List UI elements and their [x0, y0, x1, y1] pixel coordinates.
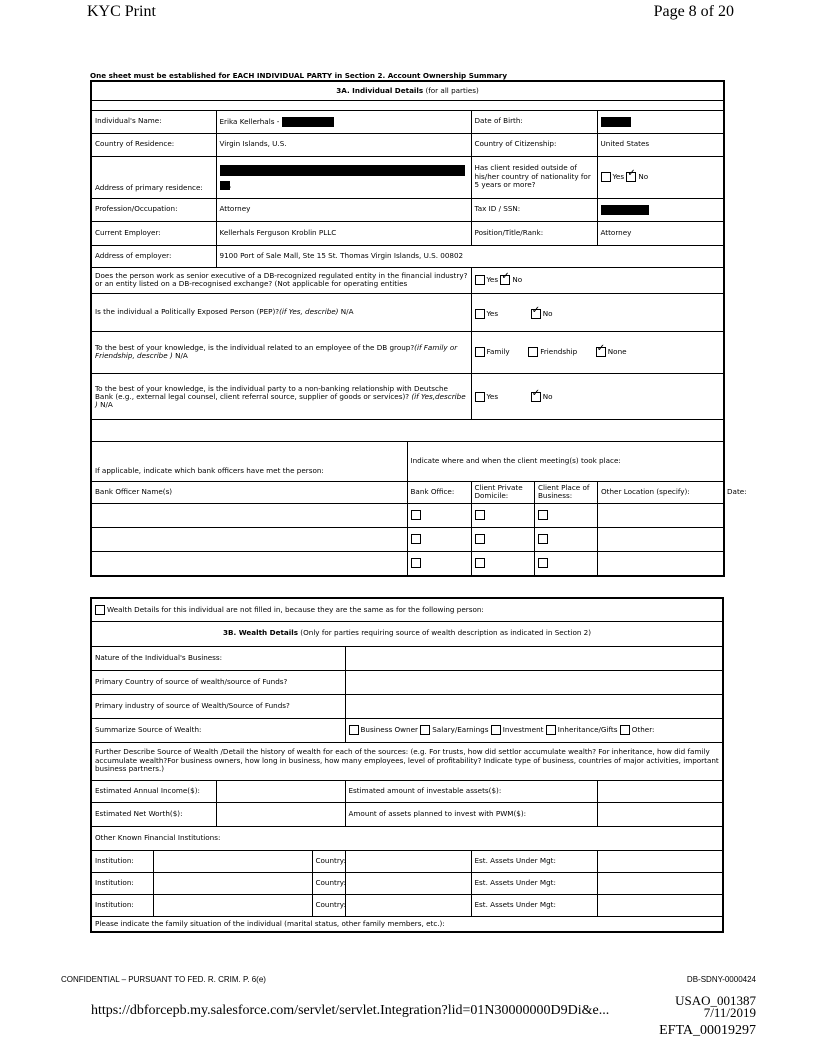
country-label-small: Country:: [312, 894, 345, 916]
bank-office-checkbox[interactable]: [411, 510, 421, 520]
wealth-details-table: [90, 597, 724, 933]
footer-url[interactable]: https://dbforcepb.my.salesforce.com/servlet/servlet.Integration?lid=01N30000000D9Di&e...: [91, 1003, 610, 1018]
pep-question: Is the individual a Politically Exposed Person (PEP)?: [95, 306, 280, 316]
nonbank-yes-checkbox[interactable]: [475, 392, 485, 402]
est-assets-label: Est. Assets Under Mgt:: [471, 872, 597, 894]
related-answer: N/A: [175, 351, 188, 360]
summarize-label: Summarize Source of Wealth:: [91, 718, 345, 742]
salary-checkbox[interactable]: [420, 725, 430, 735]
investment-checkbox[interactable]: [491, 725, 501, 735]
address-suffix: .: [229, 180, 232, 189]
income-value[interactable]: [216, 780, 345, 802]
senior-yes-checkbox[interactable]: [475, 275, 485, 285]
col-other: Other Location (specify):: [598, 482, 724, 503]
other-location-cell[interactable]: [598, 528, 724, 551]
est-assets-value[interactable]: [597, 872, 723, 894]
employer-address-label: Address of employer:: [91, 245, 216, 267]
friendship-checkbox[interactable]: [528, 347, 538, 357]
employer-label: Current Employer:: [91, 221, 216, 245]
senior-no-checkbox[interactable]: [500, 275, 510, 285]
pwm-value[interactable]: [597, 802, 723, 826]
business-checkbox[interactable]: [538, 534, 548, 544]
same-as-checkbox[interactable]: [95, 605, 105, 615]
instruction-note: One sheet must be established for EACH INDIVIDUAL PARTY in Section 2. Account Ownership Summary: [90, 71, 508, 80]
country-label: Primary Country of source of wealth/source of Funds?: [91, 670, 345, 694]
name-value: Erika Kellerhals -: [219, 116, 280, 126]
officers-question: If applicable, indicate which bank officers have met the person:: [91, 441, 407, 481]
investable-value[interactable]: [597, 780, 723, 802]
networth-value[interactable]: [216, 802, 345, 826]
related-answer-cell: [471, 331, 724, 373]
officer-row: [91, 551, 724, 576]
citizenship-label: Country of Citizenship:: [471, 133, 597, 156]
residence-label: Country of Residence:: [91, 133, 216, 156]
efta-number: EFTA_00019297: [659, 1023, 756, 1038]
dob-cell: [597, 110, 724, 133]
yes-label: Yes: [486, 391, 499, 401]
position-label: Position/Title/Rank:: [471, 221, 597, 245]
profession-label: Profession/Occupation:: [91, 198, 216, 221]
pwm-label: Amount of assets planned to invest with PWM($):: [345, 802, 597, 826]
bates-number: DB-SDNY-0000424: [686, 975, 756, 984]
bank-office-checkbox[interactable]: [411, 534, 421, 544]
est-assets-value[interactable]: [597, 850, 723, 872]
taxid-label: Tax ID / SSN:: [471, 198, 597, 221]
yes-label: Yes: [612, 172, 625, 181]
networth-label: Estimated Net Worth($):: [91, 802, 216, 826]
senior-answer: [471, 267, 724, 293]
nature-value[interactable]: [345, 646, 723, 670]
institution-country-value[interactable]: [345, 894, 471, 916]
section-3a-subtitle: (for all parties): [425, 85, 479, 95]
pep-yes-checkbox[interactable]: [475, 309, 485, 319]
no-label: No: [542, 308, 553, 318]
inheritance-label: Inheritance/Gifts: [557, 725, 618, 734]
resided-yes-checkbox[interactable]: [601, 172, 611, 182]
section-3a-title: 3A. Individual Details: [336, 85, 424, 95]
page-number: Page 8 of 20: [653, 3, 734, 20]
related-question-cell: [91, 331, 471, 373]
spacer-row: [91, 419, 724, 441]
institution-value[interactable]: [153, 872, 312, 894]
individual-details-table: [90, 80, 747, 577]
income-label: Estimated Annual Income($):: [91, 780, 216, 802]
business-checkbox[interactable]: [538, 558, 548, 568]
section-3b-subtitle: (Only for parties requiring source of wealth description as indicated in Section 2): [300, 628, 592, 638]
pep-hint: (if Yes, describe): [279, 306, 339, 316]
describe-text: Further Describe Source of Wealth /Detail the history of wealth for each of the sources: (e.g. For trusts, how did settlor accumulate wealth? For inheritance, how did family accumulate wealth?For business owners, how long in business, how many employees, level of profitability? Indicate type of business, countries of major activities, important business partners.): [91, 742, 723, 780]
spacer-row: [91, 100, 724, 110]
col-date: Date:: [724, 482, 787, 503]
address-label: Address of primary residence:: [91, 156, 216, 198]
pep-no-checkbox[interactable]: [531, 309, 541, 319]
investment-label: Investment: [502, 725, 544, 734]
no-label: No: [542, 391, 553, 401]
print-date: 7/11/2019: [703, 1005, 756, 1020]
employer-value: Kellerhals Ferguson Kroblin PLLC: [216, 221, 471, 245]
section-3a-form: [90, 80, 747, 577]
section-3b-title: 3B. Wealth Details: [223, 628, 298, 638]
name-cell: [216, 110, 471, 133]
investable-label: Estimated amount of investable assets($):: [345, 780, 597, 802]
employer-address-value: 9100 Port of Sale Mall, Ste 15 St. Thomas Virgin Islands, U.S. 00802: [216, 245, 724, 267]
country-label-small: Country:: [312, 850, 345, 872]
institution-value[interactable]: [153, 850, 312, 872]
other-location-cell[interactable]: [598, 552, 724, 575]
family-situation-text: Please indicate the family situation of the individual (marital status, other family members, etc.):: [91, 916, 723, 932]
col-business: Client Place of Business:: [535, 482, 598, 503]
summarize-options: [345, 718, 723, 742]
col-officer: Bank Officer Name(s): [91, 481, 407, 503]
citizenship-value: United States: [597, 133, 724, 156]
confidential-notice: CONFIDENTIAL – PURSUANT TO FED. R. CRIM. P. 6(e): [61, 975, 266, 984]
nonbank-question: To the best of your knowledge, is the individual party to a non-banking relationship with Deutsche Bank (e.g., external legal counsel, client referral source, supplier of goods or services)?: [95, 383, 448, 401]
residence-value: Virgin Islands, U.S.: [216, 133, 471, 156]
section-3a-title-cell: [91, 81, 724, 100]
inheritance-checkbox[interactable]: [546, 725, 556, 735]
page-header-title: KYC Print: [87, 3, 156, 20]
redaction-bar: [601, 205, 649, 215]
nonbank-question-cell: [91, 373, 471, 419]
industry-value[interactable]: [345, 694, 723, 718]
nonbank-answer-cell: [471, 373, 724, 419]
col-domicile: Client Private Domicile:: [472, 482, 535, 503]
other-location-cell[interactable]: [598, 504, 724, 527]
other-checkbox[interactable]: [620, 725, 630, 735]
business-checkbox[interactable]: [538, 510, 548, 520]
est-assets-label: Est. Assets Under Mgt:: [471, 850, 597, 872]
officer-row: [91, 503, 724, 527]
officer-name-cell[interactable]: [91, 503, 407, 527]
redaction-bar: [220, 181, 230, 190]
nonbank-answer: N/A: [100, 400, 113, 410]
officer-name-cell[interactable]: [91, 551, 407, 576]
dob-label: Date of Birth:: [471, 110, 597, 133]
resided-no-checkbox[interactable]: [626, 172, 636, 182]
other-inst-label: Other Known Financial Institutions:: [91, 826, 723, 850]
related-question: To the best of your knowledge, is the individual related to an employee of the DB group?: [95, 342, 415, 352]
same-as-text: Wealth Details for this individual are not filled in, because they are the same as for the following person:: [107, 604, 484, 614]
est-assets-value[interactable]: [597, 894, 723, 916]
family-checkbox[interactable]: [475, 347, 485, 357]
yes-label: Yes: [486, 308, 499, 318]
domicile-checkbox[interactable]: [475, 510, 485, 520]
business-owner-label: Business Owner: [360, 725, 418, 734]
institution-country-value[interactable]: [345, 872, 471, 894]
date-cell[interactable]: [724, 504, 787, 527]
address-cell: [216, 156, 471, 198]
business-owner-checkbox[interactable]: [349, 725, 359, 735]
profession-value: Attorney: [216, 198, 471, 221]
institution-row: [91, 850, 723, 872]
domicile-checkbox[interactable]: [475, 534, 485, 544]
same-as-row: [91, 598, 723, 621]
institution-label: Institution:: [91, 850, 153, 872]
nature-label: Nature of the Individual's Business:: [91, 646, 345, 670]
no-label: No: [638, 172, 649, 181]
friendship-label: Friendship: [540, 347, 578, 356]
meeting-question: Indicate where and when the client meeting(s) took place:: [407, 441, 724, 481]
institution-label: Institution:: [91, 872, 153, 894]
section-3b-title-cell: [91, 621, 723, 646]
name-label: Individual's Name:: [91, 110, 216, 133]
officer-row: [91, 527, 724, 551]
redaction-bar: [282, 117, 334, 127]
institution-country-value[interactable]: [345, 850, 471, 872]
related-hint: (if Family or Friendship, describe ): [95, 342, 458, 360]
country-label-small: Country:: [312, 872, 345, 894]
institution-row: [91, 894, 723, 916]
resided-answer: [597, 156, 724, 198]
family-label: Family: [486, 347, 510, 356]
date-cell[interactable]: [724, 528, 787, 551]
other-label: Other:: [631, 725, 655, 734]
senior-question: Does the person work as senior executive of a DB-recognized regulated entity in the financial industry? or an entity listed on a DB-recognised exchange? (Not applicable for operating entities: [91, 267, 471, 293]
industry-label: Primary industry of source of Wealth/Source of Funds?: [91, 694, 345, 718]
institution-row: [91, 872, 723, 894]
domicile-checkbox[interactable]: [475, 558, 485, 568]
none-label: None: [607, 347, 627, 356]
pep-answer-cell: [471, 293, 724, 331]
salary-label: Salary/Earnings: [432, 725, 489, 734]
usao-number: USAO_001387: [675, 993, 756, 1008]
none-checkbox[interactable]: [596, 347, 606, 357]
resided-question: Has client resided outside of his/her country of nationality for 5 years or more?: [471, 156, 597, 198]
no-label: No: [512, 275, 523, 284]
pep-question-cell: [91, 293, 471, 331]
est-assets-label: Est. Assets Under Mgt:: [471, 894, 597, 916]
col-office: Bank Office:: [407, 481, 471, 503]
date-cell[interactable]: [724, 552, 787, 575]
country-value[interactable]: [345, 670, 723, 694]
institution-value[interactable]: [153, 894, 312, 916]
officer-name-cell[interactable]: [91, 527, 407, 551]
meeting-cols: [471, 481, 747, 503]
taxid-cell: [597, 198, 724, 221]
redaction-bar: [220, 165, 465, 176]
bank-office-checkbox[interactable]: [411, 558, 421, 568]
pep-answer: N/A: [340, 306, 354, 316]
position-value: Attorney: [597, 221, 724, 245]
section-3b-form: [90, 597, 723, 933]
nonbank-hint: (if Yes,describe ): [95, 391, 466, 410]
nonbank-no-checkbox[interactable]: [531, 392, 541, 402]
redaction-bar: [601, 117, 631, 127]
yes-label: Yes: [486, 275, 499, 284]
institution-label: Institution:: [91, 894, 153, 916]
